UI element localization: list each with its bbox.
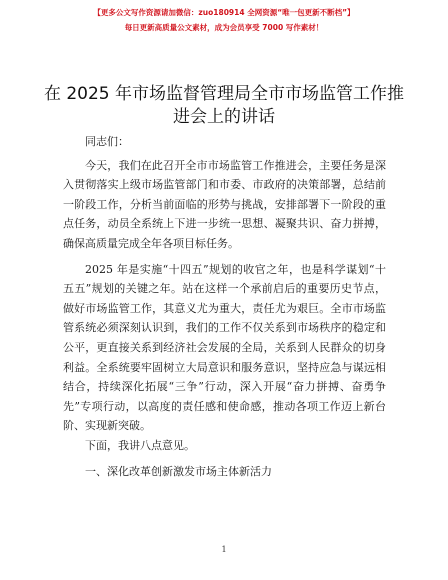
- document-body: [63, 132, 386, 487]
- section-heading-1: 一、深化改革创新激发市场主体新活力: [85, 464, 272, 478]
- paragraph-transition: 下面，我讲八点意见。: [85, 438, 195, 452]
- paragraph-opening: 今天，我们在此召开全市市场监管工作推进会，主要任务是深入贯彻落实上级市场监管部门和市委、市政府的决策部署，总结前一阶段工作，分析当前面临的形势与挑战，安排部署下一阶段的重点任务，动员全系统上下进一步统一思想、凝聚共识、奋力拼搏，确保高质量完成全年各项目标任务。: [63, 158, 386, 250]
- paragraph-context: 2025 年是实施“十四五”规划的收官之年，也是科学谋划“十五五”规划的关键之年。站在这样一个承前启后的重要历史节点，做好市场监管工作，其意义尤为重大，责任尤为艰巨。全市市场监管系统必须深刻认识到，我们的工作不仅关系到市场秩序的稳定和公平，更直接关系到经济社会发展的全局，关系到人民群众的切身利益。全系统要牢固树立大局意识和服务意识，坚持应急与谋远相结合，持续深化拓展“三争”行动，深入开展“奋力拼搏、奋勇争先”专项行动，以高度的责任感和使命感，推动各项工作迈上新台阶、实现新突破。: [63, 262, 386, 433]
- promo-banner: [0, 6, 448, 35]
- page-number: 1: [221, 545, 227, 554]
- document-title: 在 2025 年市场监督管理局全市市场监管工作推进会上的讲话: [43, 84, 405, 127]
- promo-banner-line-2: 每日更新高质量公文素材，成为会员享受 7000 写作素材！: [124, 23, 324, 32]
- salutation: 同志们：: [85, 135, 129, 148]
- promo-banner-line-1: 【更多公文写作资源请加微信：zuo180914 全网资源“唯一包更新不断档”】: [93, 8, 355, 17]
